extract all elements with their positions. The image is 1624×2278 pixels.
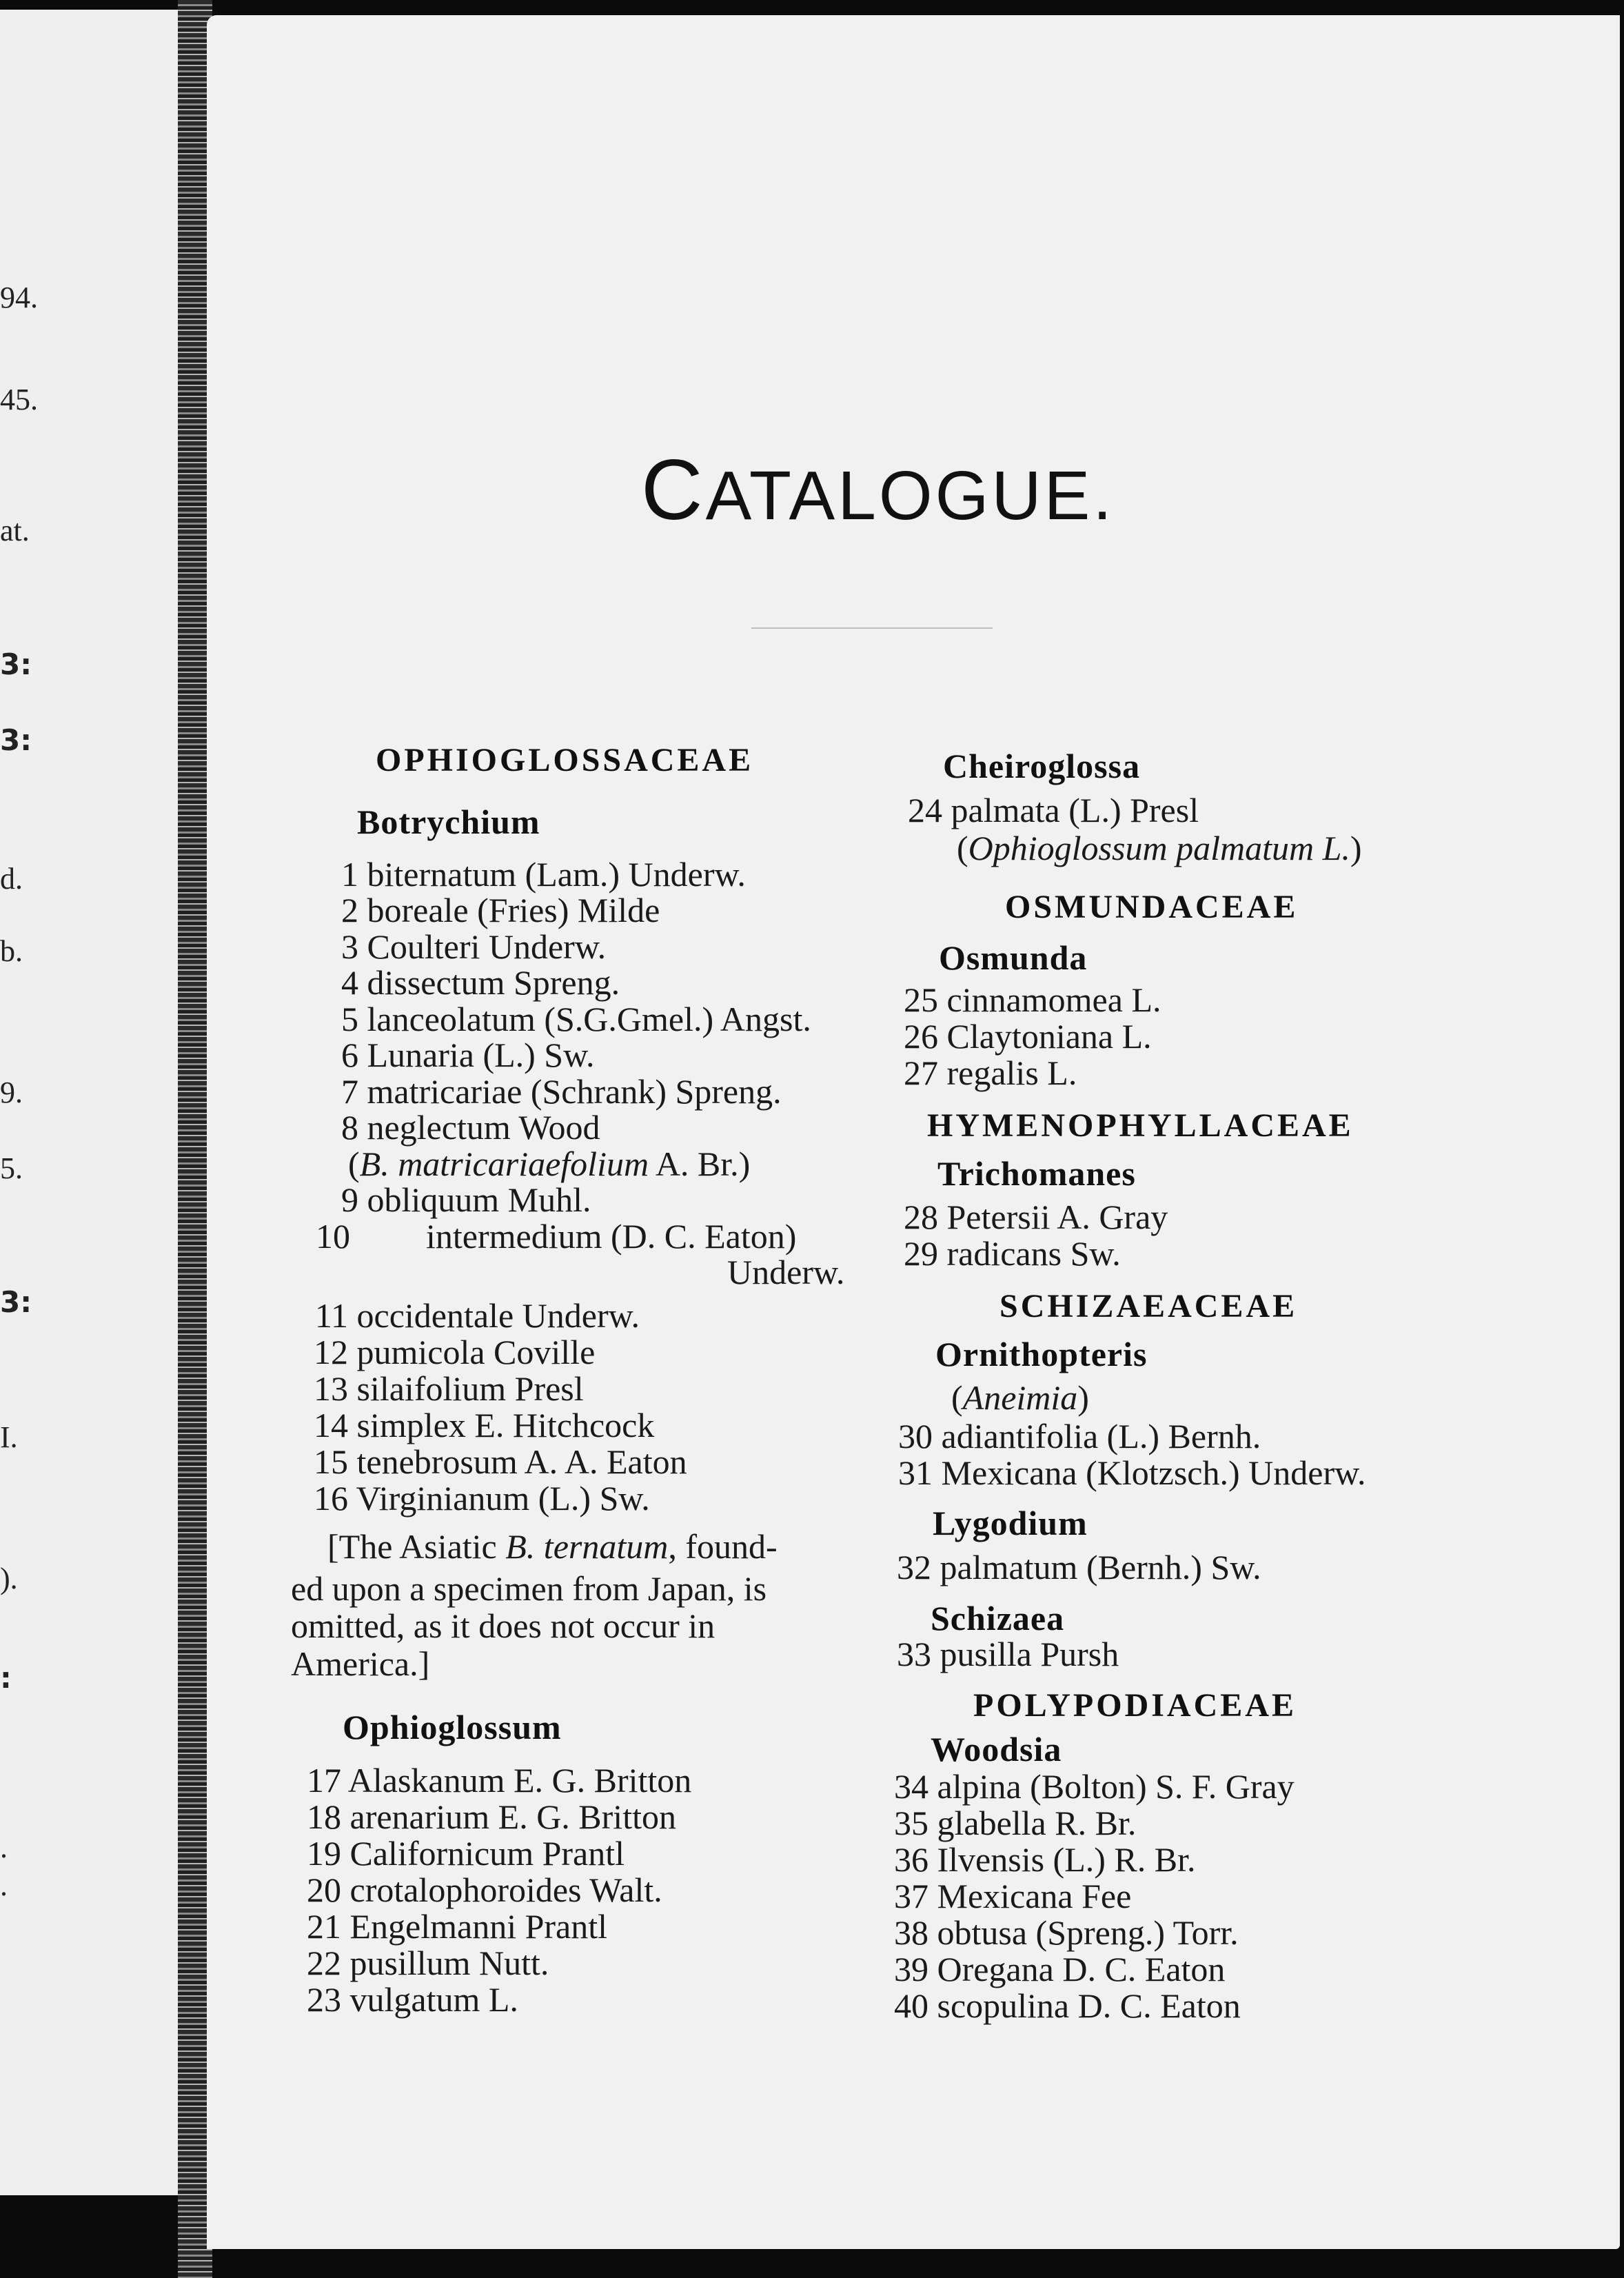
species-name: adiantifolia (L.) Bernh. [941,1417,1261,1455]
entry-number: 31 [898,1453,933,1492]
genus-heading: Trichomanes [937,1154,1136,1193]
species-entry [891,1806,1136,1840]
synonym-name: Aneimia [962,1378,1078,1417]
family-heading: OSMUNDACEAE [1005,889,1299,925]
margin-fragment: 3: [0,647,32,681]
paren: ) [1077,1378,1089,1417]
entry-number: 37 [894,1877,928,1915]
species-entry [893,1550,1261,1584]
species-entry [303,1946,549,1980]
species-name: intermedium (D. C. Eaton) [426,1217,797,1256]
entry-number: 11 [314,1296,348,1335]
entry-number: 9 [341,1180,358,1219]
species-name: biternatum (Lam.) Underw. [367,855,746,894]
entry-number: 10 [316,1217,350,1256]
species-entry [891,1769,1295,1804]
species-entry [314,1444,687,1479]
species-name: palmatum (Bernh.) Sw. [940,1548,1261,1586]
entry-number: 30 [898,1417,933,1455]
species-entry [891,1988,1241,2023]
species-entry [324,1074,782,1109]
title-rule [751,627,993,629]
species-name: boreale (Fries) Milde [367,891,660,929]
synonym-name: Ophioglossum palmatum L. [968,829,1350,867]
species-name: Ilvensis (L.) R. Br. [937,1840,1196,1879]
entry-number: 18 [307,1797,341,1836]
entry-number: 16 [314,1479,348,1518]
species-entry [324,1182,591,1217]
entry-number: 21 [307,1907,341,1946]
entry-number: 36 [894,1840,928,1879]
genus-heading: Lygodium [933,1504,1088,1542]
species-entry [303,1873,662,1907]
species-name: glabella R. Br. [937,1804,1137,1842]
previous-page-edge [0,10,187,2195]
entry-number: 19 [307,1834,341,1873]
species-name: obtusa (Spreng.) Torr. [937,1913,1239,1952]
synonym-author: A. Br.) [649,1145,751,1183]
entry-number: 3 [341,927,358,966]
species-entry [891,1842,1195,1877]
note-text: , found- [668,1527,778,1566]
species-entry [891,1952,1225,1986]
species-name: Lunaria (L.) Sw. [367,1036,595,1074]
genus-heading: Schizaea [931,1599,1065,1637]
species-entry [324,929,606,964]
family-heading: SCHIZAEACEAE [999,1288,1298,1324]
entry-number: 24 [908,791,942,829]
species-name: Claytoniana L. [946,1017,1152,1056]
entry-number: 40 [894,1986,928,2025]
species-entry [900,1236,1121,1271]
entry-number: 34 [894,1767,928,1806]
entry-number: 29 [904,1234,938,1273]
entry-number: 32 [897,1548,931,1586]
species-name: scopulina D. C. Eaton [937,1986,1241,2025]
margin-fragment: 5. [0,1151,23,1185]
species-entry [314,1371,584,1406]
species-entry [314,1335,595,1369]
species-name: pumicola Coville [356,1333,596,1371]
species-entry [324,1038,594,1072]
species-entry [303,1761,692,1800]
margin-fragment: ). [0,1562,18,1595]
species-name: radicans Sw. [946,1234,1121,1273]
species-entry [324,1110,600,1145]
entry-number: 35 [894,1804,928,1842]
species-entry [324,1002,811,1036]
entry-number: 1 [341,855,358,894]
entry-number: 26 [904,1017,938,1056]
entry-number: 23 [307,1980,341,2019]
species-name: matricariae (Schrank) Spreng. [367,1072,782,1111]
author-continuation: Underw. [727,1253,845,1291]
entry-number: 22 [307,1944,341,1982]
species-entry [303,1836,625,1871]
entry-number: 25 [904,980,938,1019]
species-entry [904,793,1199,827]
species-name: Virginianum (L.) Sw. [356,1479,650,1518]
entry-number: 6 [341,1036,358,1074]
entry-number: 13 [314,1369,348,1408]
species-entry [891,1915,1239,1950]
genus-heading: Ophioglossum [343,1708,562,1746]
family-heading: OPHIOGLOSSACEAE [376,742,754,778]
entry-number: 15 [314,1442,348,1481]
species-name: arenarium E. G. Britton [349,1797,676,1836]
species-entry [316,1217,797,1256]
species-name: tenebrosum A. A. Eaton [356,1442,687,1481]
note-species: B. ternatum [505,1527,669,1566]
margin-fragment: 3: [0,723,32,757]
species-name: pusillum Nutt. [349,1944,549,1982]
species-name: silaifolium Presl [356,1369,584,1408]
species-entry [303,1909,607,1944]
species-name: occidentale Underw. [356,1296,640,1335]
margin-fragment: b. [0,934,23,968]
entry-number: 7 [341,1072,358,1111]
paren: ( [957,829,968,867]
species-name: neglectum Wood [367,1108,600,1147]
family-heading: HYMENOPHYLLACEAE [927,1107,1354,1144]
paren: ( [348,1145,360,1183]
margin-fragment: I. [0,1420,18,1454]
synonym [348,1147,750,1181]
species-name: Californicum Prantl [349,1834,625,1873]
species-name: vulgatum L. [349,1980,518,2019]
entry-number: 20 [307,1871,341,1909]
margin-fragment: : [0,1661,12,1695]
entry-number: 4 [341,963,358,1002]
species-entry [893,1637,1119,1671]
note-line: omitted, as it does not occur in [291,1606,715,1645]
species-entry [900,1056,1077,1090]
entry-number: 27 [904,1054,938,1092]
margin-fragment: . [0,1868,8,1902]
note-line [327,1529,778,1564]
synonym [957,831,1362,865]
species-entry [891,1879,1131,1913]
species-entry [314,1479,650,1518]
species-name: Engelmanni Prantl [349,1907,608,1946]
genus-synonym [951,1380,1089,1415]
species-entry [314,1298,640,1333]
species-name: Alaskanum E. G. Britton [347,1761,692,1800]
species-name: Mexicana Fee [937,1877,1132,1915]
species-entry [324,893,660,927]
species-entry [303,1982,518,2017]
species-name: Coulteri Underw. [367,927,607,966]
genus-heading: Woodsia [931,1730,1062,1768]
species-name: cinnamomea L. [946,980,1161,1019]
species-entry [324,855,746,894]
species-name: dissectum Spreng. [367,963,620,1002]
entry-number: 12 [314,1333,348,1371]
species-name: Petersii A. Gray [946,1198,1168,1236]
species-entry [900,982,1161,1017]
entry-number: 8 [341,1108,358,1147]
species-entry [314,1408,654,1442]
genus-heading: Osmunda [939,938,1088,977]
species-entry [900,1200,1168,1234]
species-name: simplex E. Hitchcock [356,1406,655,1444]
genus-heading: Botrychium [357,803,540,841]
species-name: obliquum Muhl. [367,1180,591,1219]
species-entry [895,1455,1366,1490]
margin-fragment: 9. [0,1076,23,1109]
entry-number: 39 [894,1950,928,1988]
entry-number: 5 [341,1000,358,1038]
page-title: CATALOGUE. [641,443,1115,538]
entry-number: 17 [307,1761,341,1800]
species-name: lanceolatum (S.G.Gmel.) Angst. [367,1000,811,1038]
note-text: [The Asiatic [327,1527,506,1566]
entry-number: 38 [894,1913,928,1952]
species-name: palmata (L.) Presl [951,791,1199,829]
margin-fragment: 3: [0,1285,32,1319]
species-entry [900,1019,1152,1054]
species-entry [324,965,620,1000]
margin-fragment: . [0,1831,8,1864]
species-entry [303,1797,676,1836]
species-name: pusilla Pursh [940,1635,1119,1673]
entry-number: 28 [904,1198,938,1236]
species-name: Mexicana (Klotzsch.) Underw. [941,1453,1366,1492]
entry-number: 33 [897,1635,931,1673]
note-line: ed upon a specimen from Japan, is [291,1569,767,1608]
margin-fragment: d. [0,862,23,896]
synonym-name: B. matricariaefolium [359,1145,649,1183]
paren: ( [951,1378,963,1417]
note-line: America.] [291,1644,430,1683]
species-name: alpina (Bolton) S. F. Gray [937,1767,1295,1806]
family-heading: POLYPODIACEAE [973,1687,1297,1724]
entry-number: 14 [314,1406,348,1444]
margin-fragment: at. [0,514,30,547]
genus-heading: Cheiroglossa [943,747,1141,785]
species-name: regalis L. [946,1054,1077,1092]
species-entry [895,1419,1261,1453]
genus-heading: Ornithopteris [935,1335,1148,1373]
margin-fragment: 94. [0,281,38,314]
species-name: Oregana D. C. Eaton [937,1950,1226,1988]
entry-number: 2 [341,891,358,929]
margin-fragment: 45. [0,383,38,416]
species-name: crotalophoroides Walt. [349,1871,662,1909]
paren: ) [1350,829,1362,867]
